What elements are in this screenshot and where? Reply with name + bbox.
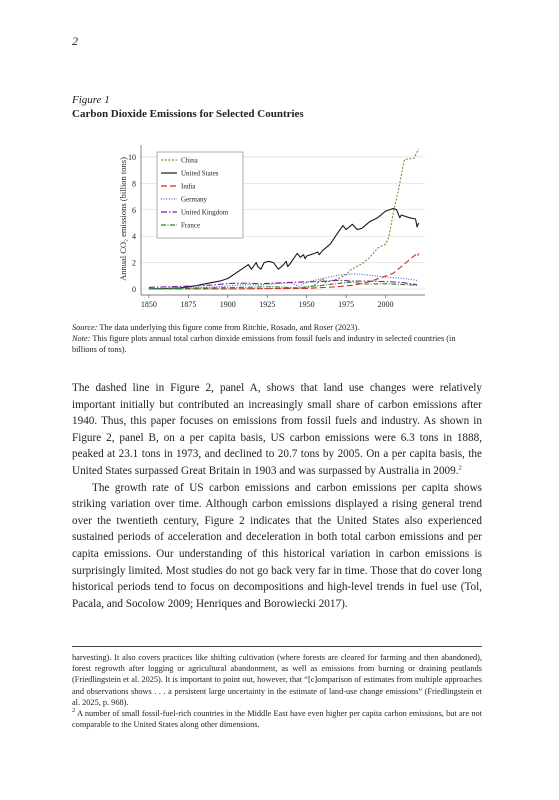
footnote-2-marker: 2 [72, 707, 76, 715]
legend-label: China [181, 156, 198, 165]
chart-legend [157, 152, 243, 238]
figure-notes [72, 322, 482, 355]
source-label: Source: [72, 323, 98, 332]
footnote-2-text: A number of small fossil-fuel-rich countries in the Middle East have even higher per capita carbon emissions, but are not comparable to the United States along other dimensions. [72, 709, 482, 730]
footnote-continued: harvesting). It also covers practices like shifting cultivation (where forests are cleared for farming and then abandoned), forest regrowth after logging or agricultural abandonment, as well as emissions from burning or draining peatlands (Friedlingstein et al. 2025). It is important to point out, however, that “[c]omparison of estimates from multiple approaches and observations shows . . . a persistent large uncertainty in the estimate of land-use change emissions” (Friedlingstein et al. 2025, p. 968). [72, 653, 482, 707]
body-text [72, 380, 482, 612]
paragraph-2: The growth rate of US carbon emissions and carbon emissions per capita shows striking variation over time. Although carbon emissions displayed a rising general trend over the twentieth century, Figure 2 indicates that the United States also experienced sustained periods of acceleration and deceleration in both total carbon emissions and per capita emissions. Our understanding of this historical variation in carbon emissions is surprisingly limited. Most studies do not go back very far in time. Those that do cover long historical periods tend to focus on decompositions and high-level trends in fuel use (Tol, Pacala, and Socolow 2009; Henriques and Borowiecki 2017). [72, 481, 482, 610]
paragraph-1 [72, 380, 482, 480]
y-tick-label: 8 [132, 179, 136, 189]
footnote-2 [72, 708, 482, 730]
footnote-divider [72, 646, 482, 647]
legend-label: Germany [181, 195, 208, 204]
x-tick-label: 1875 [180, 300, 197, 309]
y-tick-label: 2 [132, 258, 136, 268]
x-tick-label: 1925 [259, 300, 276, 309]
x-tick-label: 1975 [338, 300, 355, 309]
x-tick-label: 1900 [219, 300, 236, 309]
legend-label: United Kingdom [181, 208, 229, 217]
note-text: This figure plots annual total carbon dioxide emissions from fossil fuels and industry in selected countries (in billions of tons). [72, 334, 456, 354]
x-tick-label: 1950 [298, 300, 315, 309]
legend-label: France [181, 221, 201, 230]
legend-label: India [181, 182, 196, 191]
x-tick-label: 2000 [377, 300, 394, 309]
figure-label: Figure 1 [72, 94, 110, 106]
y-axis-label: Annual CO₂ emissions (billion tons) [118, 157, 128, 281]
footnotes [72, 652, 482, 730]
emissions-line-chart [0, 0, 559, 320]
y-tick-label: 0 [132, 285, 136, 295]
paragraph-1-text: The dashed line in Figure 2, panel A, shows that land use changes were relatively important initially but contributed an increasingly small share of carbon emissions after 1940. Thus, this paper focuses on emissions from fossil fuels and industry. As shown in Figure 2, panel B, on a per capita basis, US carbon emissions were 6.3 tons in 1888, peaked at 23.1 tons in 1973, and declined to 20.7 tons by 2005. On a per capita basis, the United States surpassed Great Britain in 1903 and was surpassed by Australia in 2009. [72, 382, 482, 477]
y-tick-label: 6 [132, 205, 136, 215]
legend-label: United States [181, 169, 219, 178]
source-text: The data underlying this figure come from Ritchie, Rosado, and Roser (2023). [97, 323, 360, 332]
page-number: 2 [72, 34, 78, 48]
footnote-ref[interactable]: 2 [458, 464, 462, 472]
y-tick-label: 4 [132, 232, 136, 242]
figure-source [72, 322, 482, 333]
figure-title: Carbon Dioxide Emissions for Selected Countries [72, 108, 304, 120]
y-tick-label: 10 [128, 152, 136, 162]
note-label: Note: [72, 334, 91, 343]
figure-note [72, 333, 482, 355]
x-tick-label: 1850 [140, 300, 157, 309]
